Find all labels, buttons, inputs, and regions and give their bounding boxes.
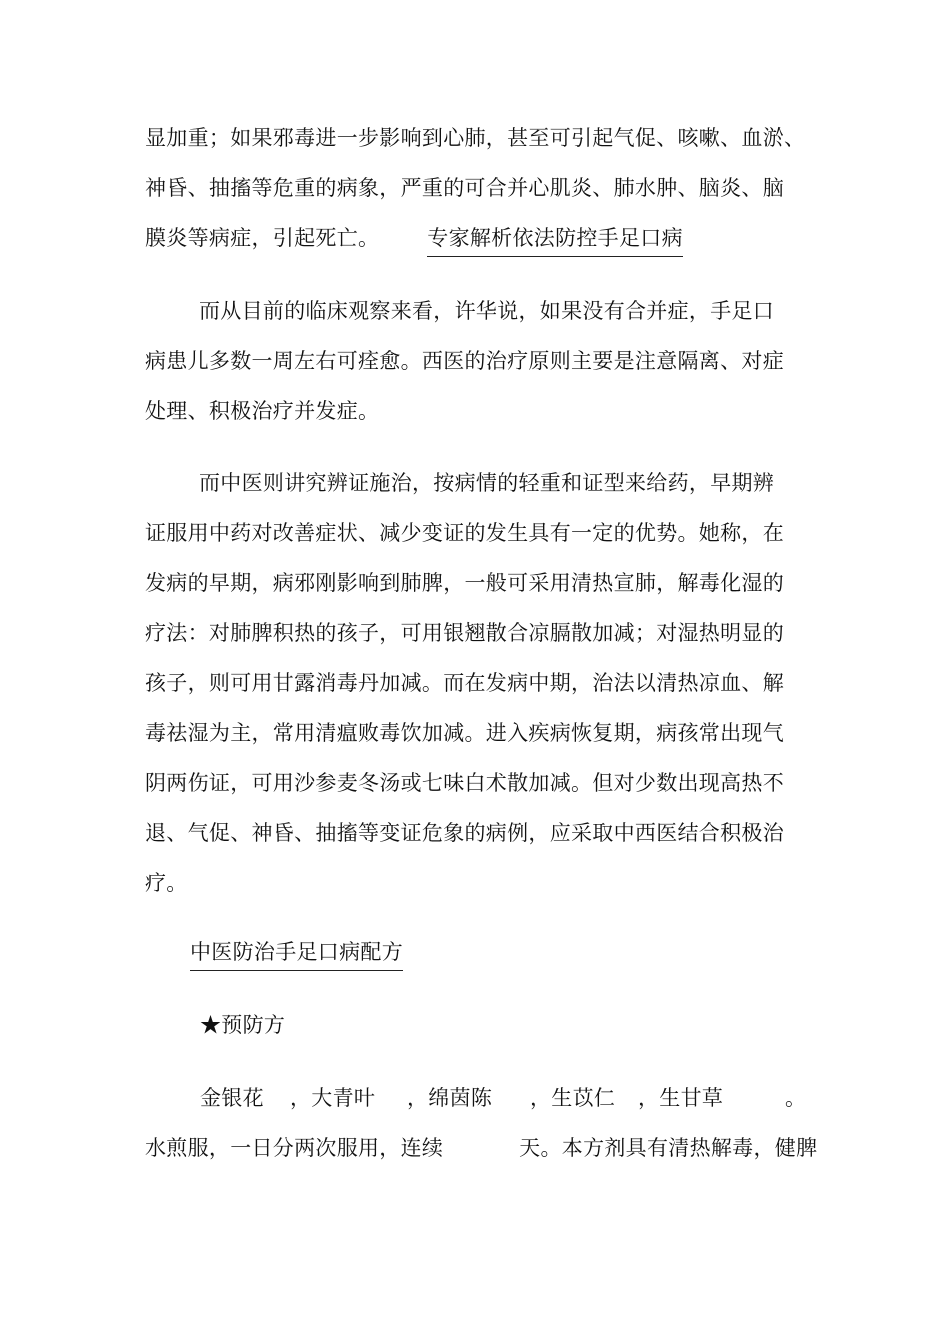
- recipe-paragraph: [145, 1073, 818, 1173]
- text-line: 疗。: [145, 871, 188, 895]
- text-line: 而从目前的临床观察来看，许华说，如果没有合并症，手足口: [199, 299, 775, 323]
- text-line: 毒祛湿为主，常用清瘟败毒饮加减。进入疾病恢复期，病孩常出现气: [145, 721, 784, 745]
- subheading: ★预防方: [200, 1013, 286, 1037]
- text-line: 神昏、抽搐等危重的病象，严重的可合并心肌炎、肺水肿、脑炎、脑: [145, 176, 784, 200]
- ingredient: ，大青叶: [290, 1086, 376, 1110]
- ingredient: ，绵茵陈: [407, 1086, 493, 1110]
- text-fragment: 膜炎等病症，引起死亡。: [145, 226, 380, 250]
- section-heading: [190, 927, 403, 977]
- section-link[interactable]: 中医防治手足口病配方: [190, 940, 403, 971]
- text-line: [145, 213, 810, 263]
- paragraph-1: [145, 113, 810, 263]
- text-line: 发病的早期，病邪刚影响到肺脾，一般可采用清热宣肺，解毒化湿的: [145, 571, 784, 595]
- text-fragment: 。: [785, 1086, 807, 1110]
- text-line: 证服用中药对改善症状、减少变证的发生具有一定的优势。她称，在: [145, 521, 784, 545]
- text-fragment: 水煎服，一日分两次服用，连续: [145, 1136, 444, 1160]
- paragraph-2: [145, 286, 810, 436]
- ingredient: ，生甘草: [638, 1086, 724, 1110]
- article-link[interactable]: 专家解析依法防控手足口病: [427, 226, 683, 257]
- text-line: 疗法：对肺脾积热的孩子，可用银翘散合凉膈散加减；对湿热明显的: [145, 621, 784, 645]
- text-line: 处理、积极治疗并发症。: [145, 399, 380, 423]
- text-line: 阴两伤证，可用沙参麦冬汤或七味白术散加减。但对少数出现高热不: [145, 771, 784, 795]
- text-line: 而中医则讲究辨证施治，按病情的轻重和证型来给药，早期辨: [199, 471, 775, 495]
- text-fragment: 天。本方剂具有清热解毒，健脾: [519, 1136, 818, 1160]
- recipe-line: [145, 1073, 810, 1123]
- paragraph-3: [145, 458, 810, 908]
- ingredient: ，生苡仁: [530, 1086, 616, 1110]
- ingredient: 金银花: [200, 1086, 264, 1110]
- text-line: 退、气促、神昏、抽搐等变证危象的病例，应采取中西医结合积极治: [145, 821, 784, 845]
- text-line: 病患儿多数一周左右可痊愈。西医的治疗原则主要是注意隔离、对症: [145, 349, 784, 373]
- text-line: 显加重；如果邪毒进一步影响到心肺，甚至可引起气促、咳嗽、血淤、: [145, 126, 806, 150]
- text-line: 孩子，则可用甘露消毒丹加减。而在发病中期，治法以清热凉血、解: [145, 671, 784, 695]
- text-line: [145, 1123, 818, 1173]
